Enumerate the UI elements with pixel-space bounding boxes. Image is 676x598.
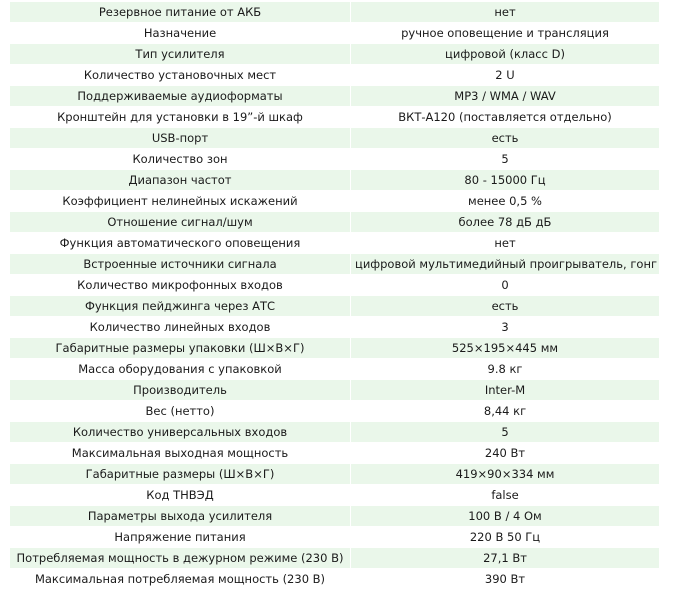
spec-name: Количество установочных мест [10, 65, 351, 86]
spec-name: Тип усилителя [10, 44, 351, 65]
spec-name: Встроенные источники сигнала [10, 254, 351, 275]
table-row [10, 443, 659, 464]
spec-name: Габаритные размеры упаковки (Ш×В×Г) [10, 338, 351, 359]
table-row [10, 317, 659, 338]
spec-value: 419×90×334 мм [351, 464, 660, 485]
spec-value: 100 В / 4 Ом [351, 506, 660, 527]
table-row [10, 254, 659, 275]
spec-value: 9.8 кг [351, 359, 660, 380]
table-row [10, 401, 659, 422]
table-row [10, 422, 659, 443]
spec-value: есть [351, 296, 660, 317]
spec-value: ручное оповещение и трансляция [351, 23, 660, 44]
spec-value: 525×195×445 мм [351, 338, 660, 359]
spec-value: Inter-M [351, 380, 660, 401]
spec-value: цифровой (класс D) [351, 44, 660, 65]
spec-value: есть [351, 128, 660, 149]
spec-name: Максимальная выходная мощность [10, 443, 351, 464]
spec-name: USB-порт [10, 128, 351, 149]
spec-name: Кронштейн для установки в 19”-й шкаф [10, 107, 351, 128]
table-row [10, 233, 659, 254]
spec-name: Назначение [10, 23, 351, 44]
spec-name: Резервное питание от АКБ [10, 2, 351, 23]
spec-value: 240 Вт [351, 443, 660, 464]
table-row [10, 2, 659, 23]
spec-name: Вес (нетто) [10, 401, 351, 422]
table-row [10, 107, 659, 128]
spec-name: Потребляемая мощность в дежурном режиме (230 В) [10, 548, 351, 569]
table-row [10, 191, 659, 212]
table-row [10, 485, 659, 506]
spec-value: 3 [351, 317, 660, 338]
spec-value: менее 0,5 % [351, 191, 660, 212]
table-row [10, 275, 659, 296]
table-row [10, 149, 659, 170]
spec-value: 8,44 кг [351, 401, 660, 422]
spec-name: Количество универсальных входов [10, 422, 351, 443]
table-row [10, 296, 659, 317]
spec-value: 220 В 50 Гц [351, 527, 660, 548]
spec-value: более 78 дБ дБ [351, 212, 660, 233]
spec-value: 27,1 Вт [351, 548, 660, 569]
spec-value: 80 - 15000 Гц [351, 170, 660, 191]
specifications-body [10, 2, 659, 590]
spec-value: 5 [351, 422, 660, 443]
spec-name: Отношение сигнал/шум [10, 212, 351, 233]
table-row [10, 23, 659, 44]
table-row [10, 212, 659, 233]
spec-name: Параметры выхода усилителя [10, 506, 351, 527]
table-row [10, 506, 659, 527]
spec-value: цифровой мультимедийный проигрыватель, гонг [351, 254, 660, 275]
table-row [10, 128, 659, 149]
spec-value: нет [351, 233, 660, 254]
table-row [10, 338, 659, 359]
spec-value: 0 [351, 275, 660, 296]
spec-name: Количество микрофонных входов [10, 275, 351, 296]
table-row [10, 65, 659, 86]
spec-value: MP3 / WMA / WAV [351, 86, 660, 107]
spec-value: 5 [351, 149, 660, 170]
table-row [10, 44, 659, 65]
table-row [10, 170, 659, 191]
table-row [10, 86, 659, 107]
spec-value: false [351, 485, 660, 506]
table-row [10, 464, 659, 485]
spec-name: Максимальная потребляемая мощность (230 В) [10, 569, 351, 590]
spec-name: Код ТНВЭД [10, 485, 351, 506]
specifications-table [10, 2, 659, 590]
spec-name: Габаритные размеры (Ш×В×Г) [10, 464, 351, 485]
spec-value: 390 Вт [351, 569, 660, 590]
table-row [10, 527, 659, 548]
spec-name: Производитель [10, 380, 351, 401]
spec-name: Функция пейджинга через АТС [10, 296, 351, 317]
spec-name: Поддерживаемые аудиоформаты [10, 86, 351, 107]
spec-name: Коэффициент нелинейных искажений [10, 191, 351, 212]
spec-name: Количество зон [10, 149, 351, 170]
table-row [10, 569, 659, 590]
spec-name: Масса оборудования с упаковкой [10, 359, 351, 380]
spec-name: Диапазон частот [10, 170, 351, 191]
table-row [10, 359, 659, 380]
spec-name: Функция автоматического оповещения [10, 233, 351, 254]
spec-value: нет [351, 2, 660, 23]
table-row [10, 380, 659, 401]
table-row [10, 548, 659, 569]
spec-name: Количество линейных входов [10, 317, 351, 338]
spec-name: Напряжение питания [10, 527, 351, 548]
spec-value: ВКТ-А120 (поставляется отдельно) [351, 107, 660, 128]
spec-value: 2 U [351, 65, 660, 86]
